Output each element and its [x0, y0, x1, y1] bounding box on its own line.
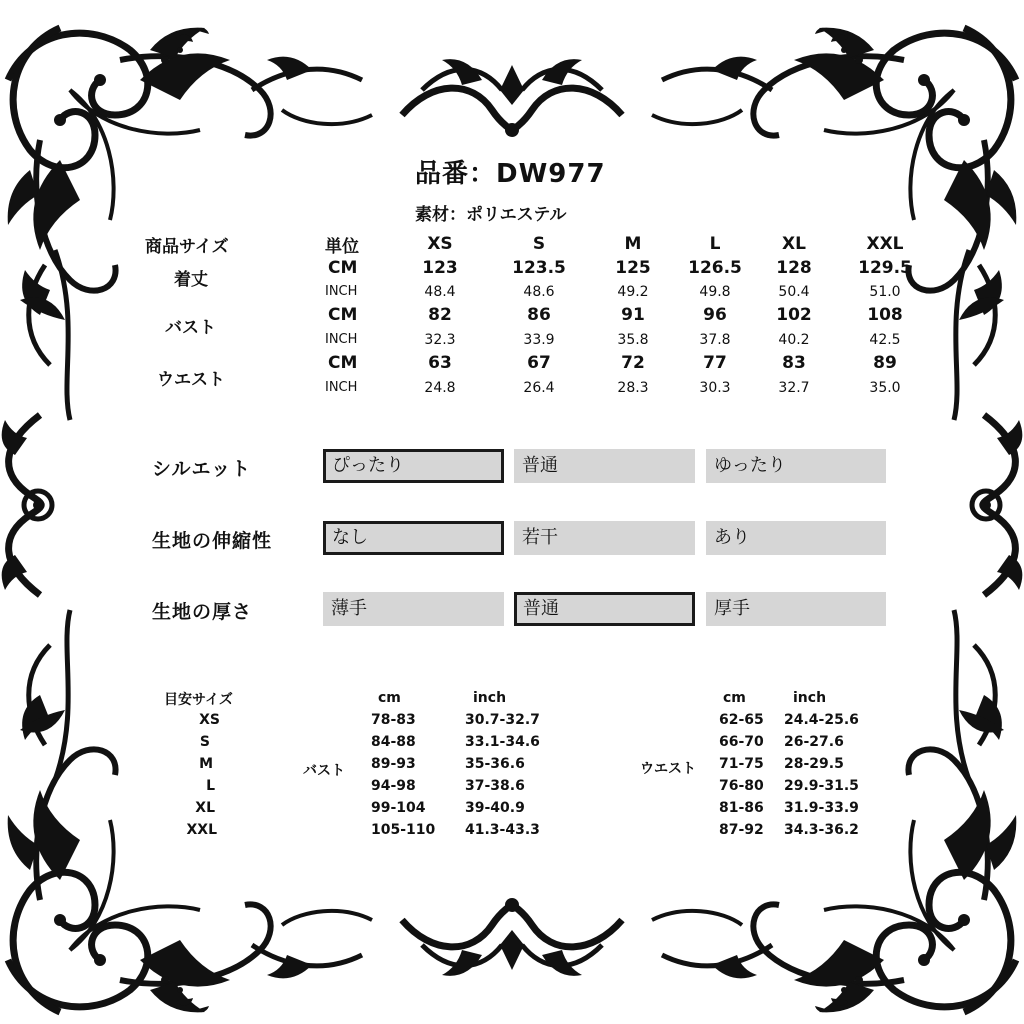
guide-bust-inch-xxl: 41.3-43.3	[465, 822, 540, 838]
size-header-xs: XS	[427, 234, 453, 254]
bust-cm-xxl: 108	[867, 305, 903, 325]
guide-bust-inch-xs: 30.7-32.7	[465, 712, 540, 728]
size-header-s: S	[532, 234, 546, 254]
silhouette-label: シルエット	[152, 458, 252, 480]
thickness-label: 生地の厚さ	[152, 601, 253, 623]
bust-cm-s: 86	[527, 305, 551, 325]
length-inch-xs: 48.4	[424, 284, 456, 300]
waist-cm-xl: 83	[782, 353, 806, 373]
thickness-option-regular: 普通	[514, 592, 695, 626]
guide-bust-inch-header: inch	[473, 690, 507, 706]
guide-bust-cm-l: 94-98	[371, 778, 416, 794]
thickness-option-thin: 薄手	[323, 592, 504, 626]
guide-waist-cm-s: 66-70	[719, 734, 764, 750]
bust-cm-m: 91	[621, 305, 645, 325]
length-inch-xl: 50.4	[778, 284, 810, 300]
guide-waist-inch-l: 29.9-31.5	[784, 778, 859, 794]
size-header-xxl: XXL	[866, 234, 904, 254]
unit-cm: CM	[328, 353, 358, 373]
unit-inch: INCH	[325, 380, 358, 395]
unit-inch: INCH	[325, 332, 358, 347]
guide-bust-label: バスト	[303, 763, 345, 779]
stretch-option-yes: あり	[706, 521, 886, 555]
guide-waist-cm-header: cm	[723, 690, 746, 706]
guide-waist-label: ウエスト	[640, 761, 696, 777]
guide-waist-inch-header: inch	[793, 690, 827, 706]
thickness-option-thick: 厚手	[706, 592, 886, 626]
bust-cm-l: 96	[703, 305, 727, 325]
silhouette-option-fitted: ぴったり	[323, 449, 504, 483]
length-cm-m: 125	[615, 258, 651, 278]
guide-waist-cm-xs: 62-65	[719, 712, 764, 728]
guide-size-m: M	[199, 756, 213, 772]
guide-waist-inch-s: 26-27.6	[784, 734, 844, 750]
guide-bust-cm-xl: 99-104	[371, 800, 426, 816]
size-label-header: 商品サイズ	[145, 237, 229, 257]
bust-inch-s: 33.9	[523, 332, 555, 348]
unit-cm: CM	[328, 305, 358, 325]
row-label-waist: ウエスト	[157, 370, 225, 390]
guide-waist-inch-xxl: 34.3-36.2	[784, 822, 859, 838]
guide-waist-cm-l: 76-80	[719, 778, 764, 794]
guide-size-l: L	[206, 778, 215, 794]
guide-size-xxl: XXL	[186, 822, 217, 838]
stretch-option-slight: 若干	[514, 521, 695, 555]
guide-waist-cm-m: 71-75	[719, 756, 764, 772]
guide-bust-inch-xl: 39-40.9	[465, 800, 525, 816]
size-header-l: L	[709, 234, 721, 254]
unit-cm: CM	[328, 258, 358, 278]
waist-inch-xs: 24.8	[424, 380, 456, 396]
row-label-length: 着丈	[174, 270, 208, 290]
guide-title: 目安サイズ	[164, 692, 233, 708]
guide-waist-inch-xs: 24.4-25.6	[784, 712, 859, 728]
guide-waist-cm-xxl: 87-92	[719, 822, 764, 838]
waist-cm-s: 67	[527, 353, 551, 373]
waist-cm-l: 77	[703, 353, 727, 373]
guide-bust-cm-xxl: 105-110	[371, 822, 436, 838]
guide-bust-cm-m: 89-93	[371, 756, 416, 772]
guide-bust-cm-header: cm	[378, 690, 401, 706]
guide-bust-inch-m: 35-36.6	[465, 756, 525, 772]
product-number-title: 品番：DW977	[415, 159, 606, 189]
guide-bust-cm-s: 84-88	[371, 734, 416, 750]
length-cm-l: 126.5	[688, 258, 742, 278]
waist-inch-xl: 32.7	[778, 380, 810, 396]
waist-inch-xxl: 35.0	[869, 380, 901, 396]
guide-waist-inch-m: 28-29.5	[784, 756, 844, 772]
length-inch-m: 49.2	[617, 284, 649, 300]
waist-cm-xxl: 89	[873, 353, 897, 373]
guide-bust-inch-l: 37-38.6	[465, 778, 525, 794]
material-text: 素材：ポリエステル	[415, 205, 567, 225]
bust-inch-xxl: 42.5	[869, 332, 901, 348]
length-cm-xs: 123	[422, 258, 458, 278]
length-inch-s: 48.6	[523, 284, 555, 300]
waist-inch-m: 28.3	[617, 380, 649, 396]
waist-cm-m: 72	[621, 353, 645, 373]
length-inch-l: 49.8	[699, 284, 731, 300]
length-cm-xl: 128	[776, 258, 812, 278]
guide-size-xl: XL	[195, 800, 215, 816]
length-cm-xxl: 129.5	[858, 258, 912, 278]
waist-cm-xs: 63	[428, 353, 452, 373]
guide-waist-cm-xl: 81-86	[719, 800, 764, 816]
guide-size-xs: XS	[199, 712, 220, 728]
unit-inch: INCH	[325, 284, 358, 299]
bust-inch-l: 37.8	[699, 332, 731, 348]
bust-inch-xs: 32.3	[424, 332, 456, 348]
guide-bust-inch-s: 33.1-34.6	[465, 734, 540, 750]
size-header-m: M	[624, 234, 642, 254]
stretch-label: 生地の伸縮性	[152, 530, 273, 552]
guide-waist-inch-xl: 31.9-33.9	[784, 800, 859, 816]
stretch-option-none: なし	[323, 521, 504, 555]
guide-bust-cm-xs: 78-83	[371, 712, 416, 728]
size-header-xl: XL	[782, 234, 806, 254]
length-cm-s: 123.5	[512, 258, 566, 278]
bust-inch-xl: 40.2	[778, 332, 810, 348]
length-inch-xxl: 51.0	[869, 284, 901, 300]
row-label-bust: バスト	[165, 318, 216, 338]
waist-inch-s: 26.4	[523, 380, 555, 396]
silhouette-option-loose: ゆったり	[706, 449, 886, 483]
bust-cm-xl: 102	[776, 305, 812, 325]
waist-inch-l: 30.3	[699, 380, 731, 396]
silhouette-option-regular: 普通	[514, 449, 695, 483]
guide-size-s: S	[199, 734, 210, 750]
bust-cm-xs: 82	[428, 305, 452, 325]
bust-inch-m: 35.8	[617, 332, 649, 348]
unit-header: 単位	[325, 237, 359, 257]
